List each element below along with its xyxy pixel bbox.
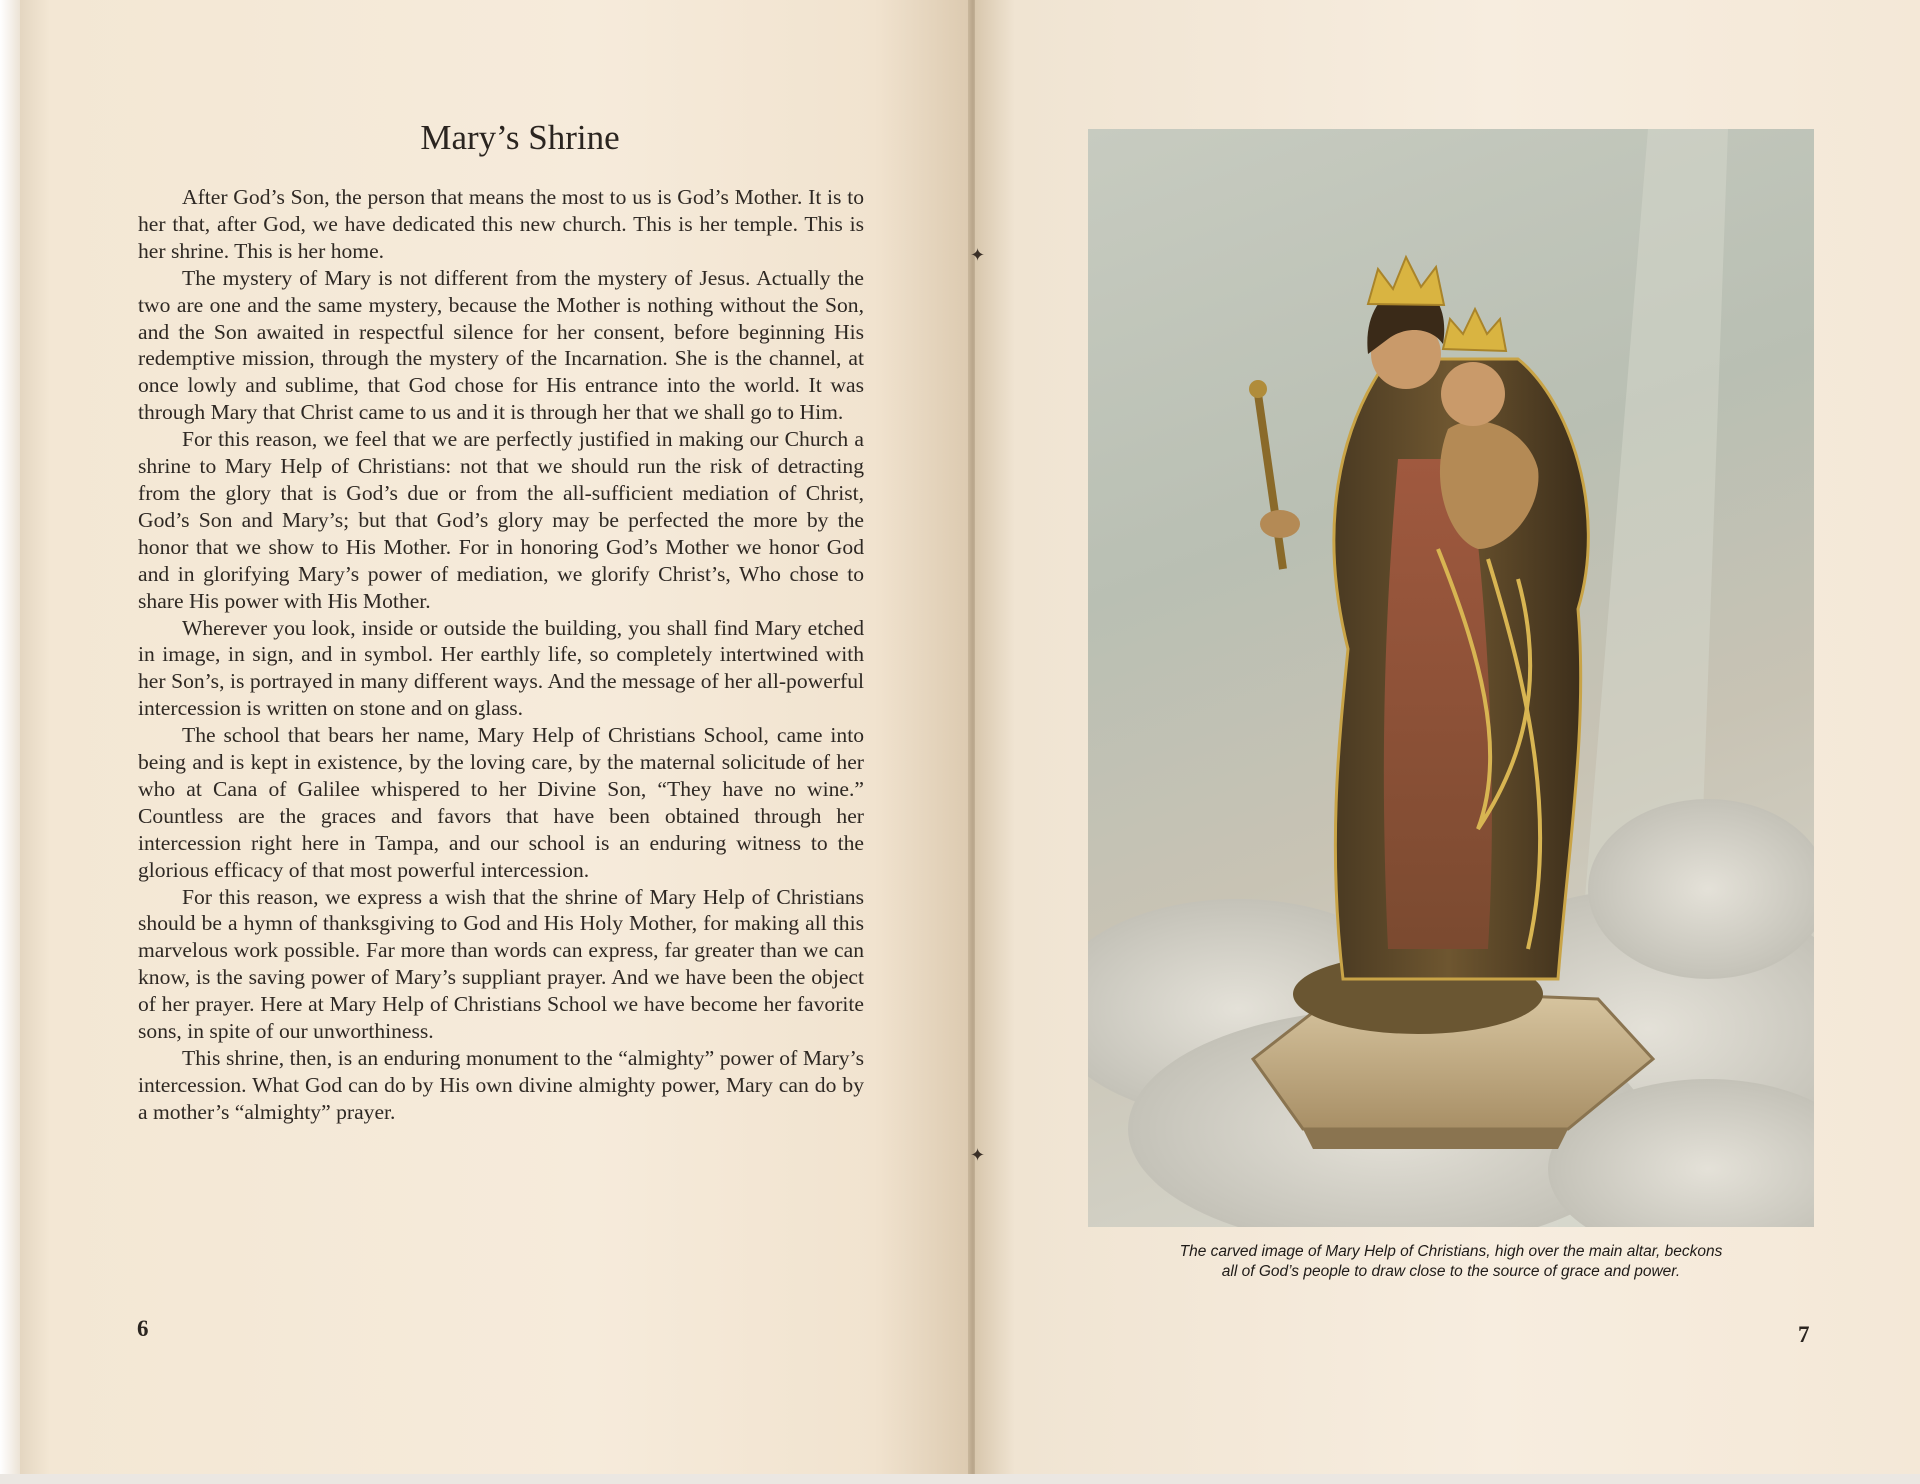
statue-illustration bbox=[1088, 129, 1814, 1227]
statue-photo bbox=[1088, 129, 1814, 1227]
binding-mark: ✦ bbox=[970, 245, 986, 265]
paragraph: After God’s Son, the person that means the most to us is God’s Mother. It is to her that, after God, we have dedicated this new church. This is her temple. This is her shrine. This is her home. bbox=[138, 185, 864, 263]
photo-caption bbox=[1080, 1242, 1822, 1282]
paragraph: The mystery of Mary is not different from the mystery of Jesus. Actually the two are one and the same mystery, because the Mother is nothing without the Son, and the Son awaited in respectful silence for her consent, before beginning His redemptive mission, through the mystery of the Incarnation. She is the channel, at once lowly and sublime, that God chose for His entrance into the world. It was through Mary that Christ came to us and it is through her that we shall go to Him. bbox=[138, 265, 864, 425]
scan-left-edge bbox=[0, 0, 20, 1484]
scan-bottom-edge bbox=[0, 1474, 1920, 1484]
paragraph: The school that bears her name, Mary Help of Christians School, came into being and is kept in existence, by the loving care, by the maternal solicitude of her who at Cana of Galilee whispered to her Divine Son, “They have no wine.” Countless are the graces and favors that have been obtained through her intercession right here in Tampa, and our school is an enduring witness to the glorious efficacy of that most powerful intercession. bbox=[138, 723, 864, 882]
paragraph: For this reason, we express a wish that the shrine of Mary Help of Christians should be a hymn of thanksgiving to God and His Holy Mother, for making all this marvelous work possible. Far more than words can express, far greater than we can know, is the saving power of Mary’s suppliant prayer. And we have been the object of her prayer. Here at Mary Help of Christians School we have become her favorite sons, in spite of our unworthiness. bbox=[138, 884, 864, 1044]
paragraph: Wherever you look, inside or outside the building, you shall find Mary etched in image, in sign, and in symbol. Her earthly life, so completely intertwined with her Son’s, is portrayed in many different ways. And the message of her all-powerful intercession is written on stone and on glass. bbox=[138, 615, 864, 721]
paragraph: This shrine, then, is an enduring monument to the “almighty” power of Mary’s intercession. What God can do by His own divine almighty power, Mary can do by a mother’s “almighty” prayer. bbox=[138, 1046, 864, 1124]
page-number-left: 6 bbox=[137, 1316, 149, 1341]
left-page bbox=[20, 0, 970, 1477]
page-number-right: 7 bbox=[1798, 1322, 1810, 1347]
caption-line: all of God’s people to draw close to the source of grace and power. bbox=[1221, 1263, 1681, 1280]
article-body bbox=[138, 184, 864, 1126]
page-title: Mary’s Shrine bbox=[420, 118, 620, 157]
paragraph: For this reason, we feel that we are perfectly justified in making our Church a shrine to Mary Help of Christians: not that we should run the risk of detracting from the glory that is God’s due or from the all-sufficient mediation of Christ, God’s Son and Mary’s; but that God’s glory may be perfected the more by the honor that we show to His Mother. For in honoring God’s Mother we honor God and in glorifying Mary’s power of mediation, we glorify Christ’s, Who chose to share His power with His Mother. bbox=[138, 427, 864, 613]
caption-line: The carved image of Mary Help of Christians, high over the main altar, beckons bbox=[1179, 1243, 1723, 1260]
binding-mark: ✦ bbox=[970, 1145, 986, 1165]
